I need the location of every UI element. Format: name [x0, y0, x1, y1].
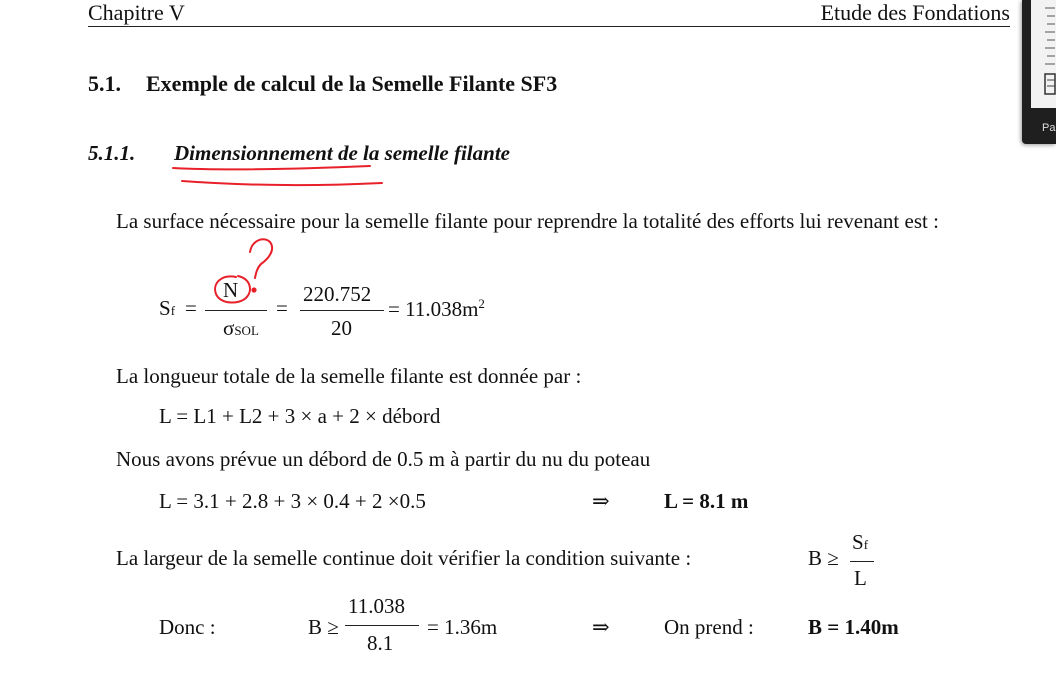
- eq1-result: = $11.038m^2$: [388, 296, 485, 321]
- section-number: 5.1.: [88, 71, 121, 96]
- circle-around-n: [215, 276, 250, 303]
- eq4-label: Donc :: [159, 615, 216, 639]
- question-mark-dot: [252, 288, 255, 291]
- eq4-take: On prend :: [664, 615, 754, 639]
- eq4-denominator: 8.1: [367, 631, 394, 655]
- eq4-result: = 1.36m: [427, 615, 498, 639]
- eq1-numerator-2: 220.752: [303, 282, 372, 306]
- paragraph-surface: La surface nécessaire pour la semelle filante pour reprendre la totalité des efforts lui revenant est :: [116, 209, 939, 233]
- eq1-lhs: Sf: [159, 296, 176, 320]
- cond-numerator: Sf: [852, 530, 869, 554]
- eq3-expression: L = 3.1 + 2.8 + 3 × 0.4 + 2 ×0.5: [159, 489, 426, 513]
- eq3-result: L = 8.1 m: [664, 489, 749, 513]
- eq4-final: B = 1.40m: [808, 615, 899, 639]
- eq1-numerator: N: [223, 278, 239, 302]
- subsection-title-text: Dimensionnement de la semelle filante: [174, 141, 510, 165]
- eq1-denominator-2: 20: [331, 316, 352, 340]
- subsection-number: 5.1.1.: [88, 141, 136, 165]
- eq4-numerator: 11.038: [348, 594, 405, 618]
- side-panel-label: Pa: [1042, 122, 1056, 134]
- eq4-lhs: B ≥: [308, 615, 339, 639]
- eq1-equals: =: [185, 296, 197, 320]
- cond-denominator: L: [854, 566, 867, 590]
- paragraph-length: La longueur totale de la semelle filante est donnée par :: [116, 364, 582, 388]
- question-mark-hook: [250, 239, 272, 278]
- eq3-arrow: ⇒: [592, 489, 610, 513]
- paragraph-debord: Nous avons prévue un débord de 0.5 m à partir du nu du poteau: [116, 447, 651, 471]
- cond-lhs: B ≥: [808, 546, 839, 570]
- header-chapter: Chapitre V: [88, 0, 185, 25]
- paragraph-width-condition: La largeur de la semelle continue doit vérifier la condition suivante :: [116, 546, 692, 570]
- underline-stroke-1: [173, 166, 370, 169]
- eq4-arrow: ⇒: [592, 615, 610, 639]
- equation-length-formula: L = L1 + L2 + 3 × a + 2 × débord: [159, 404, 441, 428]
- underline-stroke-2: [182, 181, 382, 185]
- section-title-text: Exemple de calcul de la Semelle Filante SF3: [146, 71, 558, 96]
- eq1-denominator: σSOL: [223, 316, 259, 340]
- eq1-equals-2: =: [276, 296, 288, 320]
- header-title: Etude des Fondations: [820, 0, 1010, 25]
